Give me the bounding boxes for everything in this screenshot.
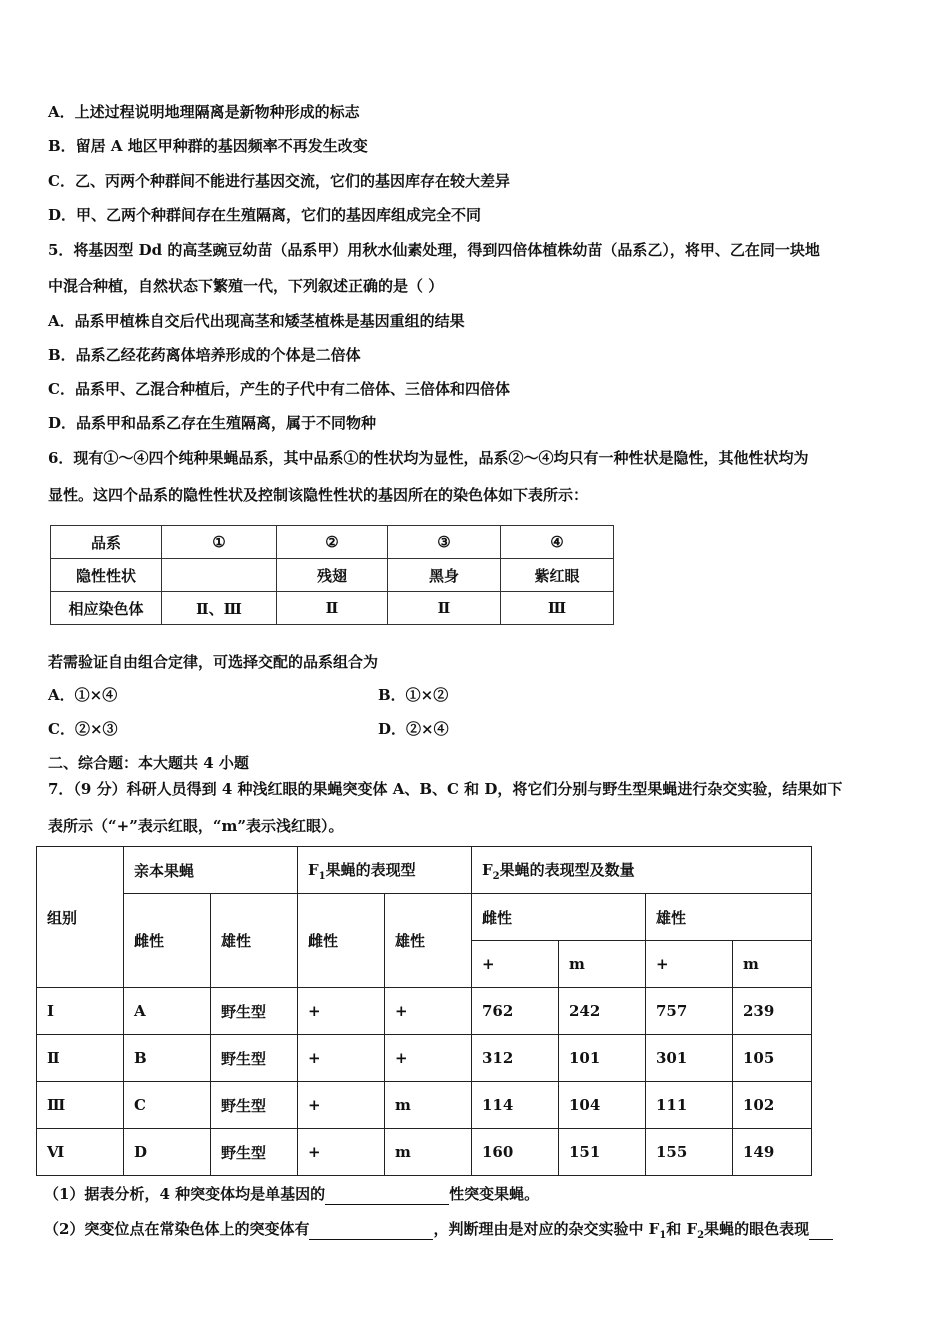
table-cell: C — [124, 1082, 211, 1129]
table-row — [37, 1129, 812, 1176]
table-cell: + — [385, 1035, 472, 1082]
table-cell: ③ — [388, 526, 501, 559]
table-cell: + — [298, 988, 385, 1035]
table-cell: ② — [277, 526, 388, 559]
table-cell: 野生型 — [211, 1035, 298, 1082]
table-cell: 残翅 — [277, 559, 388, 592]
table-cell: 相应染色体 — [51, 592, 162, 625]
table-cell: 104 — [559, 1082, 646, 1129]
table-cell: 301 — [646, 1035, 733, 1082]
q5-option-b: B．品系乙经花药离体培养形成的个体是二倍体 — [48, 346, 361, 364]
table-cell: 762 — [472, 988, 559, 1035]
q7-stem-line1: 7．（9 分）科研人员得到 4 种浅红眼的果蝇突变体 A、B、C 和 D，将它们分别与野生型果蝇进行杂交实验，结果如下 — [48, 780, 843, 798]
table-cell: 黑身 — [388, 559, 501, 592]
q6-prompt: 若需验证自由组合定律，可选择交配的品系组合为 — [48, 653, 379, 671]
q7-sub2: （2）突变位点在常染色体上的突变体有 ，判断理由是对应的杂交实验中 $F_1$和 $F_2$果蝇的眼色表现 — [44, 1219, 833, 1246]
answer-blank-1[interactable] — [325, 1184, 449, 1205]
header-f2-male-plus: + — [646, 941, 733, 988]
section-heading: 二、综合题：本大题共 4 小题 — [48, 754, 249, 772]
table-cell — [162, 559, 277, 592]
q5-option-d: D．品系甲和品系乙存在生殖隔离，属于不同物种 — [48, 414, 377, 432]
answer-blank-2[interactable] — [309, 1219, 433, 1240]
q5-option-c: C．品系甲、乙混合种植后，产生的子代中有二倍体、三倍体和四倍体 — [48, 380, 510, 398]
table-row — [37, 894, 812, 941]
table-cell: B — [124, 1035, 211, 1082]
cross-results-table — [36, 846, 812, 1176]
table-cell: 114 — [472, 1082, 559, 1129]
table-cell: 111 — [646, 1082, 733, 1129]
q6-option-b: B．①×② — [378, 686, 449, 704]
table-cell: Ⅱ — [277, 592, 388, 625]
header-f2: $F_2$果蝇的表现型及数量 — [472, 847, 812, 894]
table-row — [37, 1035, 812, 1082]
q4-option-c: C．乙、丙两个种群间不能进行基因交流，它们的基因库存在较大差异 — [48, 172, 510, 190]
table-cell: 160 — [472, 1129, 559, 1176]
q7-sub1: （1）据表分析，4 种突变体均是单基因的 性突变果蝇。 — [44, 1185, 540, 1203]
header-parent-female: 雌性 — [124, 894, 211, 988]
table-cell: Ⅱ — [37, 1035, 124, 1082]
table-cell: + — [298, 1129, 385, 1176]
table-cell: ① — [162, 526, 277, 559]
header-f2-male-m: m — [733, 941, 812, 988]
table-cell: 紫红眼 — [501, 559, 614, 592]
table-cell: 品系 — [51, 526, 162, 559]
answer-blank-3[interactable] — [809, 1219, 833, 1240]
q7-stem-line2: 表所示（“+”表示红眼，“m”表示浅红眼）。 — [48, 817, 344, 835]
table-row — [51, 592, 614, 625]
table-cell: 隐性性状 — [51, 559, 162, 592]
q4-option-a: A．上述过程说明地理隔离是新物种形成的标志 — [48, 103, 360, 121]
table-cell: A — [124, 988, 211, 1035]
q4-option-b: B．留居 A 地区甲种群的基因频率不再发生改变 — [48, 137, 368, 155]
header-f2-male: 雄性 — [646, 894, 812, 941]
table-cell: 242 — [559, 988, 646, 1035]
q5-stem-line2: 中混合种植，自然状态下繁殖一代，下列叙述正确的是（ ） — [48, 277, 444, 295]
table-cell: m — [385, 1129, 472, 1176]
table-cell: 239 — [733, 988, 812, 1035]
table-row — [37, 988, 812, 1035]
table-cell: 101 — [559, 1035, 646, 1082]
table-cell: I — [37, 988, 124, 1035]
header-group: 组别 — [37, 847, 124, 988]
header-parent: 亲本果蝇 — [124, 847, 298, 894]
table-cell: + — [385, 988, 472, 1035]
table-cell: 757 — [646, 988, 733, 1035]
table-cell: 野生型 — [211, 1082, 298, 1129]
table-cell: Ⅲ — [501, 592, 614, 625]
q6-option-d: D．②×④ — [378, 720, 449, 738]
table-cell: Ⅱ — [388, 592, 501, 625]
header-parent-male: 雄性 — [211, 894, 298, 988]
table-cell: m — [385, 1082, 472, 1129]
header-f2-female: 雌性 — [472, 894, 646, 941]
table-cell: 312 — [472, 1035, 559, 1082]
table-cell: 155 — [646, 1129, 733, 1176]
table-cell: + — [298, 1035, 385, 1082]
table-cell: 151 — [559, 1129, 646, 1176]
q6-option-a: A．①×④ — [48, 686, 118, 704]
q5-option-a: A．品系甲植株自交后代出现高茎和矮茎植株是基因重组的结果 — [48, 312, 465, 330]
table-cell: 野生型 — [211, 988, 298, 1035]
table-cell: + — [298, 1082, 385, 1129]
table-cell: 105 — [733, 1035, 812, 1082]
table-cell: ④ — [501, 526, 614, 559]
table-row — [37, 1082, 812, 1129]
header-f2-female-m: m — [559, 941, 646, 988]
q6-stem-line2: 显性。这四个品系的隐性性状及控制该隐性性状的基因所在的染色体如下表所示： — [48, 486, 589, 504]
table-row — [37, 847, 812, 894]
table-row — [51, 559, 614, 592]
table-cell: 149 — [733, 1129, 812, 1176]
q5-stem-line1: 5．将基因型 Dd 的高茎豌豆幼苗（品系甲）用秋水仙素处理，得到四倍体植株幼苗（品系乙），将甲、乙在同一块地 — [48, 241, 820, 259]
q6-stem-line1: 6．现有①～④四个纯种果蝇品系，其中品系①的性状均为显性，品系②～④均只有一种性状是隐性，其他性状均为 — [48, 449, 809, 467]
q6-option-c: C．②×③ — [48, 720, 118, 738]
table-cell: Ⅲ — [37, 1082, 124, 1129]
header-f1-male: 雄性 — [385, 894, 472, 988]
table-cell: 野生型 — [211, 1129, 298, 1176]
header-f1: $F_1$果蝇的表现型 — [298, 847, 472, 894]
q4-option-d: D．甲、乙两个种群间存在生殖隔离，它们的基因库组成完全不同 — [48, 206, 482, 224]
table-cell: 102 — [733, 1082, 812, 1129]
table-row — [51, 526, 614, 559]
table-cell: Ⅱ、Ⅲ — [162, 592, 277, 625]
header-f2-female-plus: + — [472, 941, 559, 988]
table-cell: D — [124, 1129, 211, 1176]
header-f1-female: 雌性 — [298, 894, 385, 988]
strain-table — [50, 525, 614, 625]
table-cell: Ⅵ — [37, 1129, 124, 1176]
